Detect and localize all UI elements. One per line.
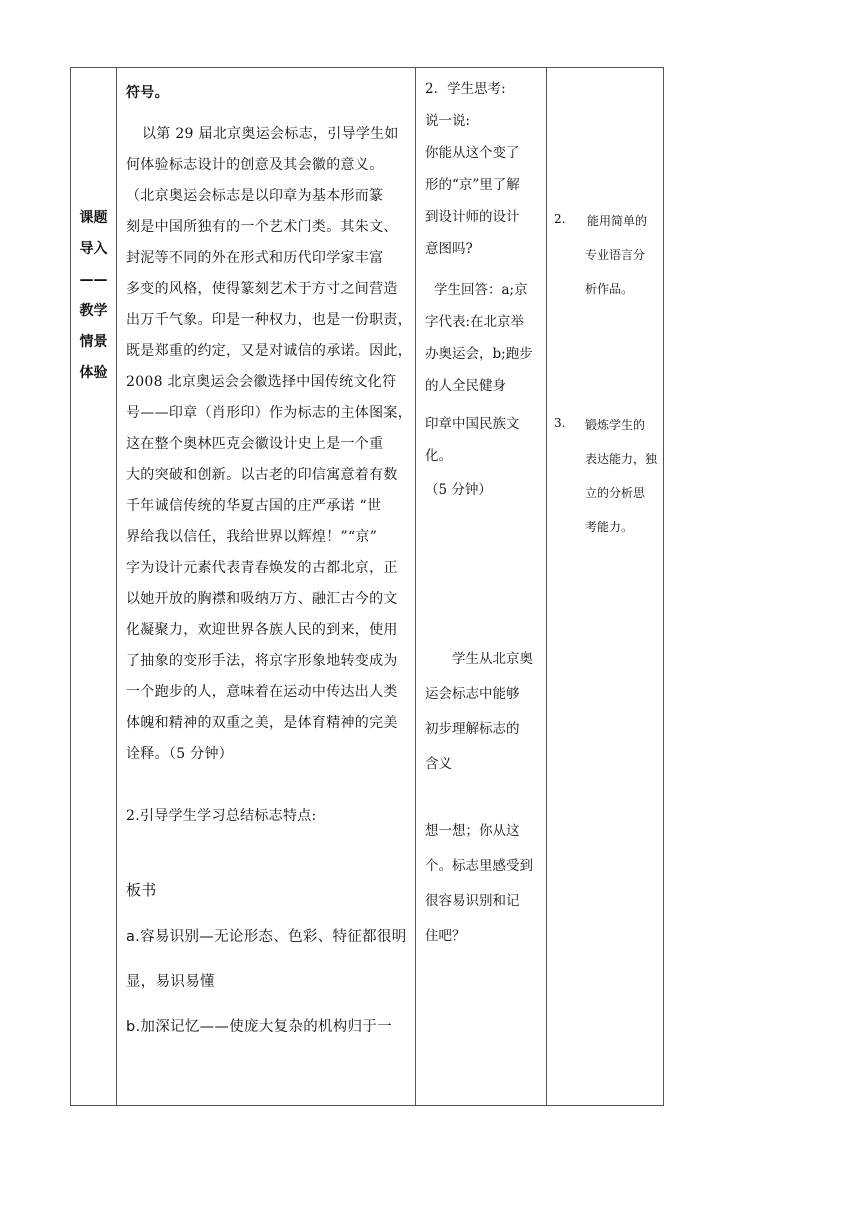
stage-label-line: 情景 [79, 334, 108, 350]
text-line: 出万千气象。印是一种权力，也是一份职责， [126, 312, 412, 328]
text-line: 这在整个奥林匹克会徽设计史上是一个重 [126, 436, 384, 452]
text-line: 办奥运会，b;跑步 [425, 346, 533, 362]
text-line: 2.引导学生学习总结标志特点: [126, 808, 317, 824]
text-line: 何体验标志设计的创意及其会徽的意义。 [126, 157, 384, 173]
text-line: 析作品。 [585, 282, 634, 296]
text-line: 锻炼学生的 [585, 418, 646, 432]
teacher-activity-column [117, 67, 415, 1106]
text-line: 立的分析思 [585, 486, 646, 500]
text-line: 体魄和精神的双重之美，是体育精神的完美 [126, 715, 398, 731]
text-line: 你能从这个变了 [425, 145, 520, 161]
text-line: 的人全民健身 [425, 378, 506, 394]
stage-label-line: 体验 [79, 365, 108, 381]
text-line: （北京奥运会标志是以印章为基本形而篆 [126, 188, 384, 204]
text-line: b.加深记忆——使庞大复杂的机构归于一 [126, 1019, 393, 1035]
text-line: 诠释。（5 分钟） [126, 746, 234, 762]
text-line: 以她开放的胸襟和吸纳万方、融汇古今的文 [126, 591, 398, 607]
text-line: 刻是中国所独有的一个艺术门类。其朱文、 [126, 219, 398, 235]
text-line: 考能力。 [585, 520, 634, 534]
text-line: 以第 29 届北京奥运会标志，引导学生如 [142, 126, 399, 142]
text-line: 表达能力，独 [585, 452, 658, 466]
text-line: 想一想；你从这 [425, 823, 520, 839]
text-line: 了抽象的变形手法，将京字形象地转变成为 [126, 653, 398, 669]
text-line: 界给我以信任，我给世界以辉煌！”“京” [126, 529, 378, 545]
text-line: 符号。 [126, 85, 169, 101]
text-line: 多变的风格，使得篆刻艺术于方寸之间营造 [126, 281, 398, 297]
stage-label [71, 203, 116, 389]
text-line: 专业语言分 [585, 248, 646, 262]
text-line: 运会标志中能够 [425, 686, 520, 702]
goals-column [547, 67, 663, 1106]
text-line: 意图吗? [425, 241, 473, 257]
text-line: 显，易识易懂 [126, 974, 215, 990]
stage-label-line: —— [79, 272, 108, 288]
text-line: 初步理解标志的 [425, 721, 520, 737]
text-line: 2008 北京奥运会会徽选择中国传统文化符 [126, 374, 397, 390]
stage-label-line: 教学 [79, 303, 108, 319]
text-line: 字为设计元素代表青春焕发的古都北京，正 [126, 560, 398, 576]
student-activity-column [416, 67, 546, 1106]
text-line: 一个跑步的人，意味着在运动中传达出人类 [126, 684, 398, 700]
text-line: 学生回答：a;京 [434, 282, 528, 298]
text-line: 住吧？ [425, 928, 466, 944]
text-line: 化。 [425, 448, 452, 464]
text-line: 学生从北京奥 [452, 651, 533, 667]
stage-column [71, 67, 116, 1106]
board-heading: 板书 [126, 881, 157, 899]
text-line: 含义 [425, 756, 452, 772]
text-line: 封泥等不同的外在形式和历代印学家丰富 [126, 250, 384, 266]
text-line: 大的突破和创新。以古老的印信寓意着有数 [126, 467, 398, 483]
text-line: 既是郑重的约定，又是对诚信的承诺。因此， [126, 343, 412, 359]
stage-label-line: 课题 [79, 210, 108, 226]
text-line: 印章中国民族文 [425, 416, 520, 432]
text-line: 说一说: [425, 113, 471, 129]
text-line: 化凝聚力，欢迎世界各族人民的到来，使用 [126, 622, 398, 638]
text-line: 个。标志里感受到 [425, 858, 533, 874]
stage-label-line: 导入 [79, 241, 108, 257]
text-line: （5 分钟） [425, 482, 492, 498]
text-line: 很容易识别和记 [425, 893, 520, 909]
goal-number: 2. [554, 212, 566, 226]
text-line: 号——印章（肖形印）作为标志的主体图案， [126, 405, 412, 421]
text-line: 2．学生思考: [425, 81, 506, 97]
goal-number: 3. [554, 416, 566, 430]
text-line: 形的“京”里了解 [425, 177, 520, 193]
text-line: 能用简单的 [587, 214, 648, 228]
text-line: 千年诚信传统的华夏古国的庄严承诺 “世 [126, 498, 382, 514]
text-line: 字代表:在北京举 [425, 314, 525, 330]
text-line: a.容易识别—无论形态、色彩、特征都很明 [126, 929, 407, 945]
text-line: 到设计师的设计 [425, 209, 520, 225]
